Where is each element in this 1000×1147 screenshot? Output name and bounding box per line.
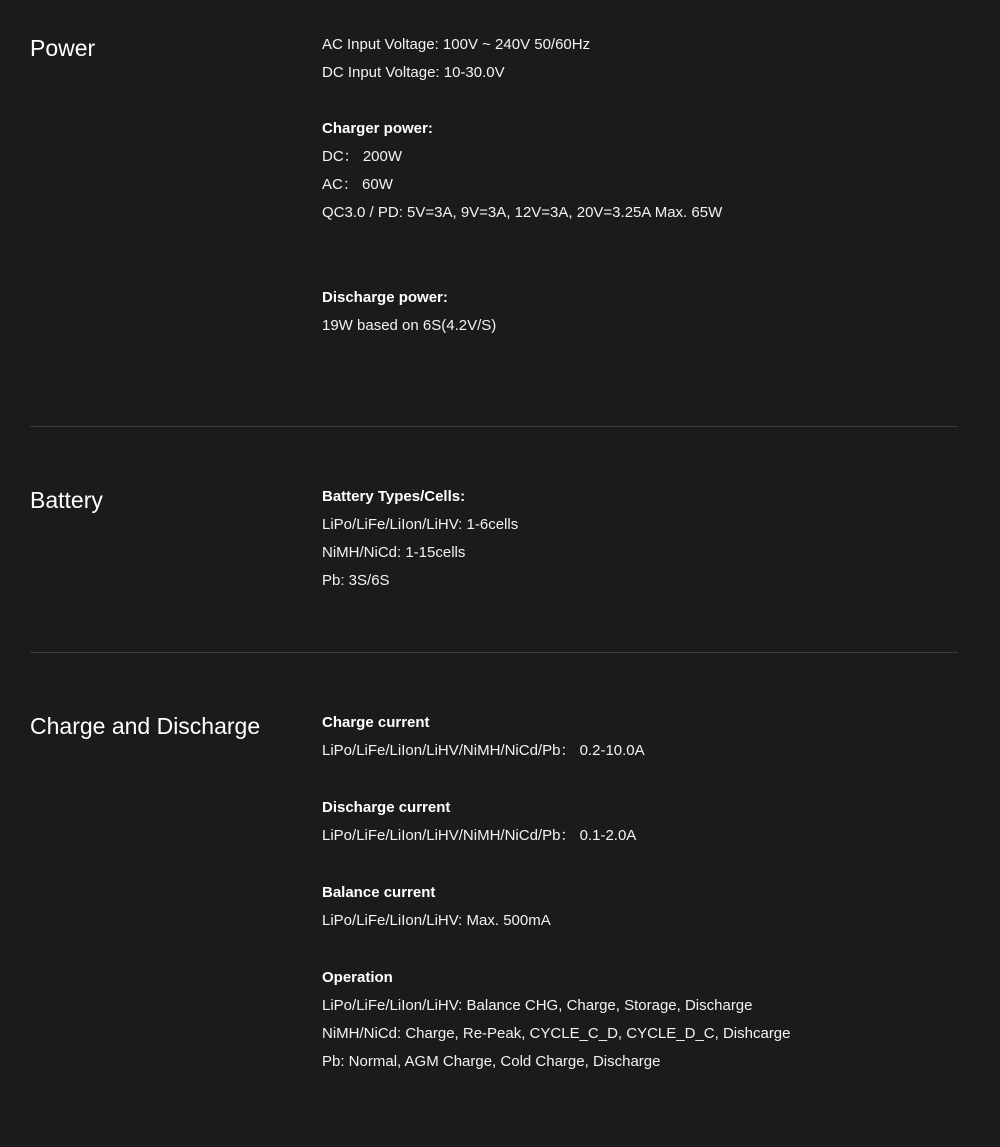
operation-pb: Pb: Normal, AGM Charge, Cold Charge, Discharge [322,1053,661,1070]
section-divider [30,426,958,427]
section-divider [30,652,958,653]
balance-current-value: LiPo/LiFe/LiIon/LiHV: Max. 500mA [322,912,551,929]
dc-input-voltage: DC Input Voltage: 10-30.0V [322,64,505,81]
battery-types-heading: Battery Types/Cells: [322,488,466,505]
operation-heading: Operation [322,969,393,986]
power-section-title: Power [30,35,96,61]
charger-power-dc: DC： 200W [322,148,403,165]
operation-nimh: NiMH/NiCd: Charge, Re-Peak, CYCLE_C_D, CYCLE_D_C, Dishcarge [322,1025,791,1042]
battery-nimh-cells: NiMH/NiCd: 1-15cells [322,544,466,561]
discharge-current-heading: Discharge current [322,799,451,816]
charger-power-ac: AC： 60W [322,176,393,193]
balance-current-heading: Balance current [322,884,436,901]
discharge-power-value: 19W based on 6S(4.2V/S) [322,317,497,334]
battery-specs [322,483,962,595]
charge-discharge-section-title: Charge and Discharge [30,713,261,739]
charge-current-value: LiPo/LiFe/LiIon/LiHV/NiMH/NiCd/Pb： 0.2-10.0A [322,742,645,759]
operation-lipo: LiPo/LiFe/LiIon/LiHV: Balance CHG, Charge, Storage, Discharge [322,997,753,1014]
discharge-current-value: LiPo/LiFe/LiIon/LiHV/NiMH/NiCd/Pb： 0.1-2.0A [322,827,637,844]
ac-input-voltage: AC Input Voltage: 100V ~ 240V 50/60Hz [322,36,591,53]
power-specs [322,31,962,340]
charge-discharge-specs [322,709,962,1076]
battery-lipo-cells: LiPo/LiFe/LiIon/LiHV: 1-6cells [322,516,519,533]
charger-power-qc-pd: QC3.0 / PD: 5V=3A, 9V=3A, 12V=3A, 20V=3.25A Max. 65W [322,204,723,221]
charge-current-heading: Charge current [322,714,430,731]
charger-power-heading: Charger power: [322,120,433,137]
battery-pb-cells: Pb: 3S/6S [322,572,390,589]
discharge-power-heading: Discharge power: [322,289,448,306]
battery-section-title: Battery [30,487,103,513]
